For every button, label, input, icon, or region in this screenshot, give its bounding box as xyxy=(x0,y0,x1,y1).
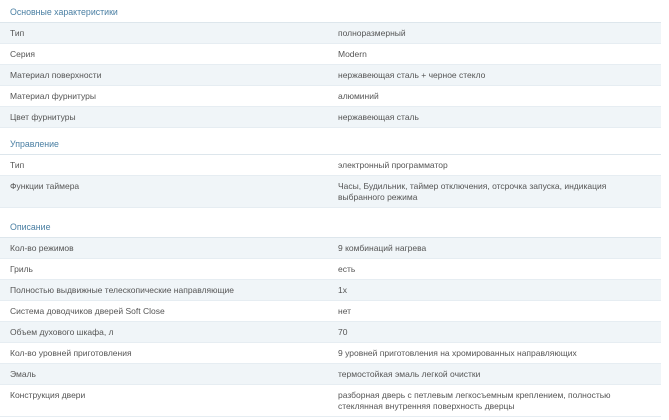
spec-value: 9 комбинаций нагрева xyxy=(338,243,427,253)
spec-value: 1х xyxy=(338,285,347,295)
spec-key: Объем духового шкафа, л xyxy=(10,327,114,337)
section-title: Основные характеристики xyxy=(0,2,661,23)
spec-value: алюминий xyxy=(338,91,379,101)
section-description xyxy=(0,217,661,417)
spec-key: Кол-во режимов xyxy=(10,243,74,253)
section-controls xyxy=(0,134,661,208)
spec-row xyxy=(0,259,661,280)
spec-key: Тип xyxy=(10,160,25,170)
spec-key: Серия xyxy=(10,49,35,59)
spec-row xyxy=(0,343,661,364)
section-title: Управление xyxy=(0,134,661,155)
spec-row xyxy=(0,23,661,44)
spec-value: нержавеющая сталь + черное стекло xyxy=(338,70,486,80)
spec-value: нержавеющая сталь xyxy=(338,112,419,122)
spec-row xyxy=(0,322,661,343)
spec-key: Цвет фурнитуры xyxy=(10,112,76,122)
spec-value: есть xyxy=(338,264,356,274)
spec-value: Modern xyxy=(338,49,367,59)
spec-key: Функции таймера xyxy=(10,181,80,191)
spec-key: Эмаль xyxy=(10,369,36,379)
spec-value: разборная дверь с петлевым легкосъемным креплением, полностью стеклянная внутренняя поверхность дверцы xyxy=(338,390,611,411)
spec-key: Система доводчиков дверей Soft Close xyxy=(10,306,165,316)
section-main-characteristics xyxy=(0,2,661,128)
spec-key: Конструкция двери xyxy=(10,390,86,400)
spec-key: Кол-во уровней приготовления xyxy=(10,348,132,358)
spec-row xyxy=(0,238,661,259)
spec-value: электронный программатор xyxy=(338,160,448,170)
spec-row xyxy=(0,65,661,86)
section-title: Описание xyxy=(0,217,661,238)
spec-row xyxy=(0,44,661,65)
spec-value: полноразмерный xyxy=(338,28,406,38)
spec-row xyxy=(0,301,661,322)
spec-key: Полностью выдвижные телескопические направляющие xyxy=(10,285,235,295)
spec-key: Материал поверхности xyxy=(10,70,102,80)
spec-value: 9 уровней приготовления на хромированных направляющих xyxy=(338,348,577,358)
spec-row xyxy=(0,86,661,107)
spec-key: Тип xyxy=(10,28,25,38)
spec-row xyxy=(0,176,661,208)
spec-row xyxy=(0,280,661,301)
spec-key: Материал фурнитуры xyxy=(10,91,96,101)
spec-value: 70 xyxy=(338,327,348,337)
spec-row xyxy=(0,385,661,417)
spec-row xyxy=(0,364,661,385)
spec-key: Гриль xyxy=(10,264,33,274)
spec-value: нет xyxy=(338,306,352,316)
spec-row xyxy=(0,155,661,176)
spec-value: Часы, Будильник, таймер отключения, отсрочка запуска, индикация выбранного режима xyxy=(338,181,607,202)
spec-row xyxy=(0,107,661,128)
spec-value: термостойкая эмаль легкой очистки xyxy=(338,369,481,379)
